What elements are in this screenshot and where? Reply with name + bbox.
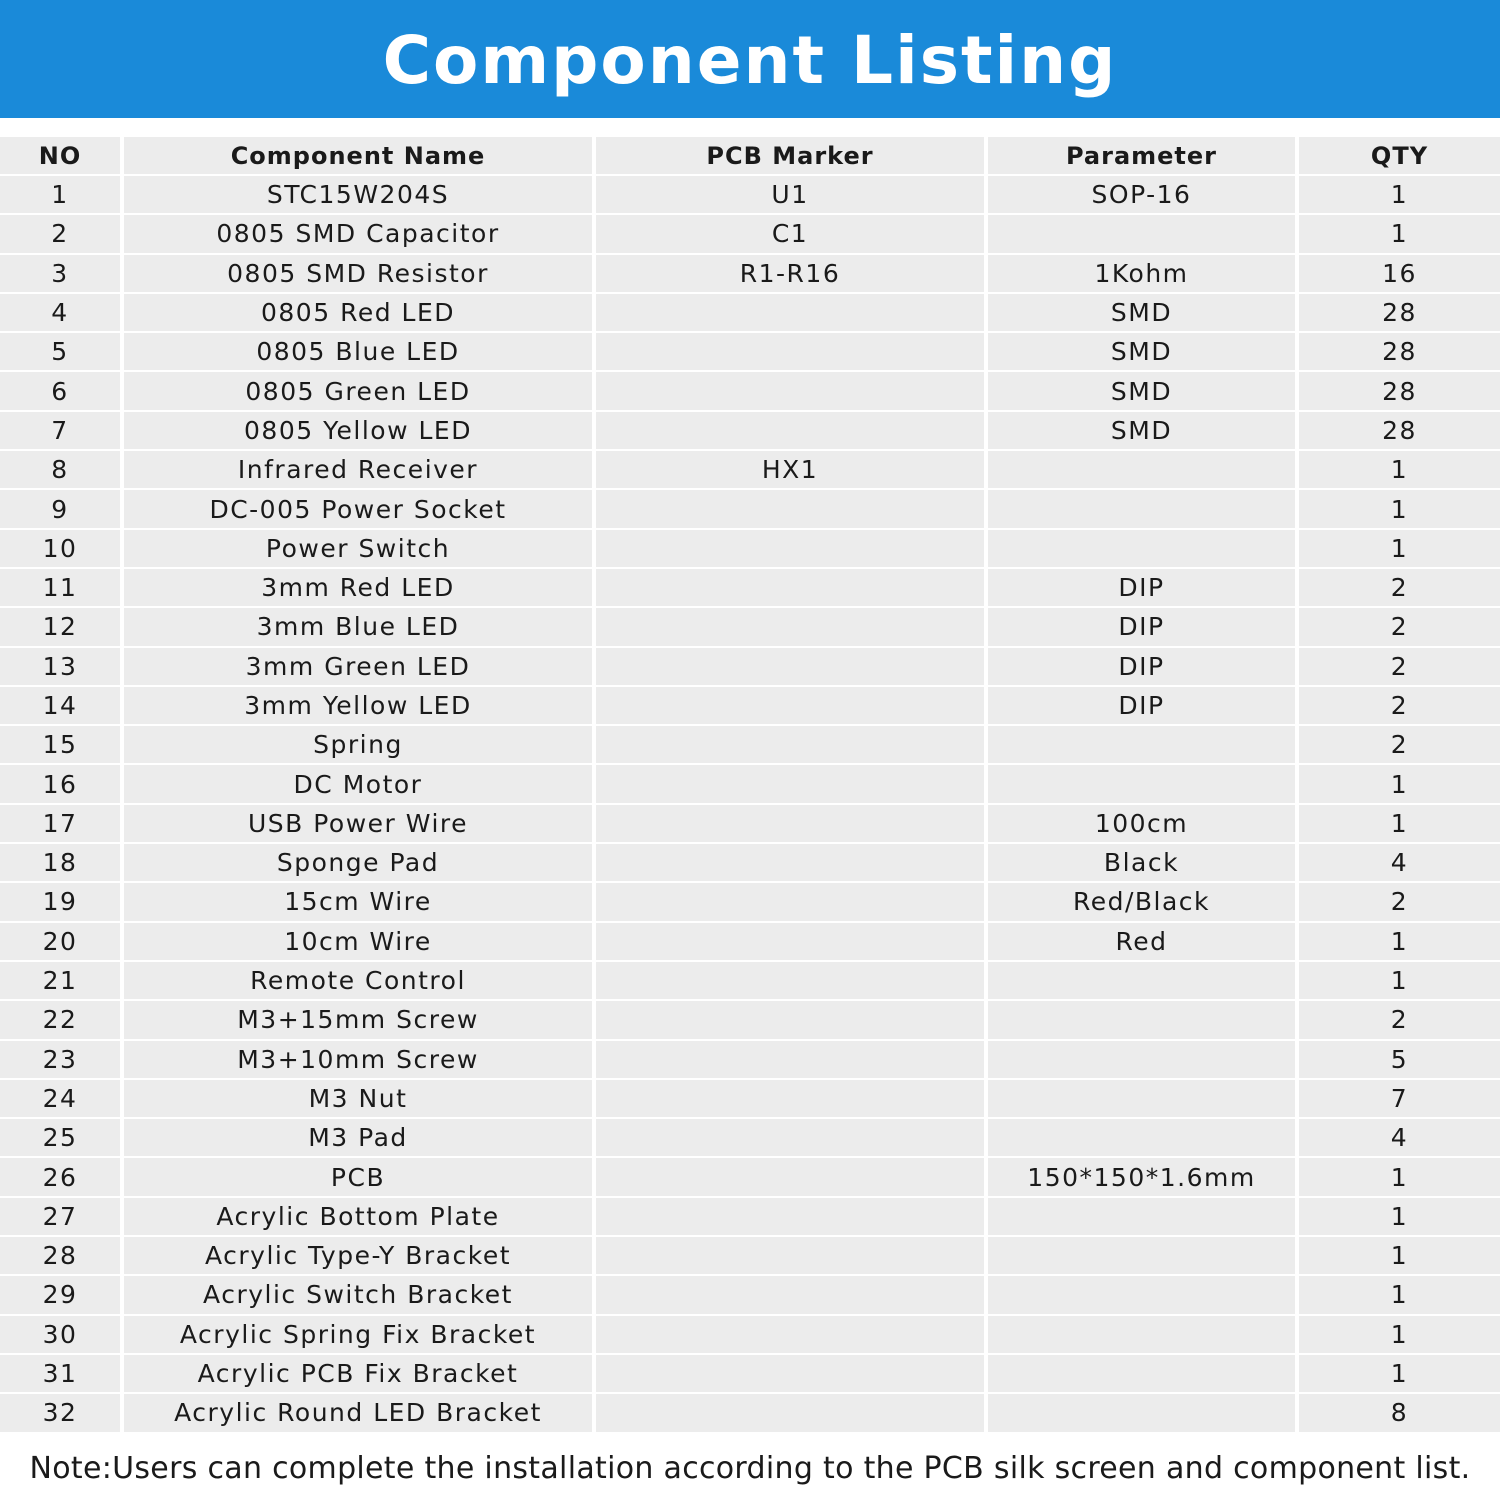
table-row: [0, 844, 1500, 883]
cell-no: 31: [0, 1355, 124, 1394]
cell-pcb-marker: [596, 1394, 988, 1433]
cell-parameter: [988, 1080, 1299, 1119]
cell-pcb-marker: [596, 372, 988, 411]
cell-qty: 1: [1299, 1198, 1500, 1237]
cell-qty: 5: [1299, 1041, 1500, 1080]
cell-no: 8: [0, 451, 124, 490]
cell-qty: 1: [1299, 215, 1500, 254]
table-row: [0, 1080, 1500, 1119]
cell-no: 16: [0, 765, 124, 804]
column-header-qty: QTY: [1299, 137, 1500, 176]
table-row: [0, 608, 1500, 647]
cell-component-name: Sponge Pad: [124, 844, 596, 883]
cell-pcb-marker: [596, 608, 988, 647]
column-header-no: NO: [0, 137, 124, 176]
cell-no: 29: [0, 1276, 124, 1315]
cell-no: 22: [0, 1001, 124, 1040]
cell-pcb-marker: [596, 490, 988, 529]
cell-parameter: [988, 1041, 1299, 1080]
cell-pcb-marker: [596, 1001, 988, 1040]
cell-pcb-marker: [596, 1355, 988, 1394]
cell-parameter: SOP-16: [988, 176, 1299, 215]
cell-qty: 16: [1299, 255, 1500, 294]
cell-pcb-marker: [596, 687, 988, 726]
cell-component-name: 0805 Blue LED: [124, 333, 596, 372]
cell-parameter: 1Kohm: [988, 255, 1299, 294]
table-row: [0, 294, 1500, 333]
cell-pcb-marker: [596, 333, 988, 372]
cell-parameter: SMD: [988, 412, 1299, 451]
cell-qty: 1: [1299, 765, 1500, 804]
cell-parameter: DIP: [988, 569, 1299, 608]
cell-qty: 28: [1299, 333, 1500, 372]
cell-component-name: 0805 SMD Capacitor: [124, 215, 596, 254]
cell-no: 32: [0, 1394, 124, 1433]
cell-pcb-marker: [596, 1119, 988, 1158]
cell-parameter: [988, 530, 1299, 569]
cell-parameter: [988, 1119, 1299, 1158]
cell-qty: 4: [1299, 844, 1500, 883]
table-row: [0, 1001, 1500, 1040]
cell-component-name: M3+10mm Screw: [124, 1041, 596, 1080]
cell-parameter: [988, 490, 1299, 529]
cell-component-name: 10cm Wire: [124, 923, 596, 962]
cell-component-name: M3+15mm Screw: [124, 1001, 596, 1040]
cell-parameter: Black: [988, 844, 1299, 883]
cell-component-name: PCB: [124, 1158, 596, 1197]
cell-qty: 1: [1299, 962, 1500, 1001]
cell-parameter: [988, 1276, 1299, 1315]
cell-no: 28: [0, 1237, 124, 1276]
table-row: [0, 805, 1500, 844]
table-row: [0, 883, 1500, 922]
cell-no: 20: [0, 923, 124, 962]
table-row: [0, 648, 1500, 687]
cell-parameter: DIP: [988, 648, 1299, 687]
table-header-row: [0, 137, 1500, 176]
cell-parameter: SMD: [988, 333, 1299, 372]
cell-component-name: Power Switch: [124, 530, 596, 569]
cell-pcb-marker: C1: [596, 215, 988, 254]
cell-pcb-marker: U1: [596, 176, 988, 215]
table-row: [0, 1237, 1500, 1276]
table-row: [0, 530, 1500, 569]
table-row: [0, 1198, 1500, 1237]
cell-no: 9: [0, 490, 124, 529]
cell-component-name: STC15W204S: [124, 176, 596, 215]
cell-no: 14: [0, 687, 124, 726]
cell-no: 4: [0, 294, 124, 333]
cell-parameter: [988, 1198, 1299, 1237]
table-row: [0, 687, 1500, 726]
cell-component-name: DC Motor: [124, 765, 596, 804]
cell-parameter: DIP: [988, 687, 1299, 726]
component-table-container: [0, 137, 1500, 1434]
cell-pcb-marker: [596, 1276, 988, 1315]
cell-no: 18: [0, 844, 124, 883]
cell-qty: 1: [1299, 1355, 1500, 1394]
cell-parameter: [988, 1316, 1299, 1355]
cell-component-name: 0805 Yellow LED: [124, 412, 596, 451]
table-row: [0, 765, 1500, 804]
cell-component-name: Spring: [124, 726, 596, 765]
cell-component-name: 0805 Red LED: [124, 294, 596, 333]
cell-pcb-marker: [596, 1158, 988, 1197]
cell-pcb-marker: [596, 530, 988, 569]
table-row: [0, 1355, 1500, 1394]
table-row: [0, 923, 1500, 962]
table-row: [0, 1276, 1500, 1315]
table-row: [0, 490, 1500, 529]
cell-parameter: [988, 451, 1299, 490]
table-body: [0, 176, 1500, 1434]
cell-parameter: Red/Black: [988, 883, 1299, 922]
cell-no: 1: [0, 176, 124, 215]
cell-component-name: Acrylic Type-Y Bracket: [124, 1237, 596, 1276]
cell-qty: 1: [1299, 176, 1500, 215]
cell-component-name: 3mm Yellow LED: [124, 687, 596, 726]
cell-component-name: M3 Pad: [124, 1119, 596, 1158]
cell-no: 24: [0, 1080, 124, 1119]
cell-qty: 2: [1299, 1001, 1500, 1040]
cell-component-name: Remote Control: [124, 962, 596, 1001]
cell-qty: 28: [1299, 412, 1500, 451]
cell-no: 7: [0, 412, 124, 451]
cell-parameter: [988, 726, 1299, 765]
cell-parameter: [988, 215, 1299, 254]
cell-no: 17: [0, 805, 124, 844]
cell-pcb-marker: [596, 412, 988, 451]
table-row: [0, 372, 1500, 411]
cell-pcb-marker: [596, 648, 988, 687]
cell-component-name: 0805 Green LED: [124, 372, 596, 411]
cell-pcb-marker: [596, 1237, 988, 1276]
cell-component-name: 3mm Green LED: [124, 648, 596, 687]
cell-component-name: 0805 SMD Resistor: [124, 255, 596, 294]
cell-qty: 28: [1299, 294, 1500, 333]
cell-component-name: DC-005 Power Socket: [124, 490, 596, 529]
cell-qty: 2: [1299, 569, 1500, 608]
cell-pcb-marker: [596, 1080, 988, 1119]
cell-qty: 1: [1299, 923, 1500, 962]
cell-no: 6: [0, 372, 124, 411]
column-header-parameter: Parameter: [988, 137, 1299, 176]
table-row: [0, 412, 1500, 451]
table-row: [0, 1041, 1500, 1080]
cell-pcb-marker: [596, 726, 988, 765]
cell-pcb-marker: [596, 765, 988, 804]
table-row: [0, 451, 1500, 490]
cell-component-name: Acrylic Round LED Bracket: [124, 1394, 596, 1433]
table-row: [0, 215, 1500, 254]
table-row: [0, 569, 1500, 608]
cell-pcb-marker: R1-R16: [596, 255, 988, 294]
cell-pcb-marker: [596, 1316, 988, 1355]
cell-pcb-marker: [596, 805, 988, 844]
cell-qty: 28: [1299, 372, 1500, 411]
cell-no: 23: [0, 1041, 124, 1080]
cell-no: 10: [0, 530, 124, 569]
page-title: Component Listing: [382, 21, 1118, 99]
cell-no: 30: [0, 1316, 124, 1355]
cell-qty: 8: [1299, 1394, 1500, 1433]
table-row: [0, 962, 1500, 1001]
cell-component-name: Acrylic Switch Bracket: [124, 1276, 596, 1315]
cell-component-name: 3mm Blue LED: [124, 608, 596, 647]
cell-no: 11: [0, 569, 124, 608]
cell-component-name: Acrylic Spring Fix Bracket: [124, 1316, 596, 1355]
cell-qty: 1: [1299, 1158, 1500, 1197]
cell-qty: 1: [1299, 1276, 1500, 1315]
table-row: [0, 333, 1500, 372]
cell-parameter: SMD: [988, 294, 1299, 333]
cell-qty: 4: [1299, 1119, 1500, 1158]
table-row: [0, 1119, 1500, 1158]
cell-no: 27: [0, 1198, 124, 1237]
cell-pcb-marker: [596, 883, 988, 922]
cell-component-name: 15cm Wire: [124, 883, 596, 922]
table-row: [0, 1394, 1500, 1433]
cell-pcb-marker: [596, 569, 988, 608]
cell-qty: 2: [1299, 608, 1500, 647]
cell-pcb-marker: [596, 962, 988, 1001]
cell-component-name: Infrared Receiver: [124, 451, 596, 490]
cell-qty: 1: [1299, 451, 1500, 490]
cell-no: 26: [0, 1158, 124, 1197]
column-header-component-name: Component Name: [124, 137, 596, 176]
cell-qty: 1: [1299, 490, 1500, 529]
cell-no: 5: [0, 333, 124, 372]
cell-no: 2: [0, 215, 124, 254]
cell-parameter: [988, 1001, 1299, 1040]
cell-no: 13: [0, 648, 124, 687]
cell-qty: 1: [1299, 1316, 1500, 1355]
cell-no: 19: [0, 883, 124, 922]
title-banner: [0, 0, 1500, 118]
cell-qty: 2: [1299, 883, 1500, 922]
cell-no: 15: [0, 726, 124, 765]
cell-pcb-marker: [596, 1198, 988, 1237]
cell-pcb-marker: [596, 923, 988, 962]
cell-no: 12: [0, 608, 124, 647]
cell-parameter: [988, 962, 1299, 1001]
cell-pcb-marker: HX1: [596, 451, 988, 490]
cell-parameter: Red: [988, 923, 1299, 962]
column-header-pcb-marker: PCB Marker: [596, 137, 988, 176]
cell-qty: 7: [1299, 1080, 1500, 1119]
cell-component-name: USB Power Wire: [124, 805, 596, 844]
table-row: [0, 1316, 1500, 1355]
component-table: [0, 137, 1500, 1434]
cell-parameter: 100cm: [988, 805, 1299, 844]
cell-component-name: Acrylic Bottom Plate: [124, 1198, 596, 1237]
table-row: [0, 1158, 1500, 1197]
cell-component-name: 3mm Red LED: [124, 569, 596, 608]
installation-note: Note:Users can complete the installation according to the PCB silk screen and component list.: [29, 1450, 1471, 1486]
table-row: [0, 176, 1500, 215]
table-row: [0, 726, 1500, 765]
cell-no: 21: [0, 962, 124, 1001]
cell-qty: 1: [1299, 530, 1500, 569]
cell-no: 25: [0, 1119, 124, 1158]
cell-parameter: 150*150*1.6mm: [988, 1158, 1299, 1197]
table-row: [0, 255, 1500, 294]
cell-pcb-marker: [596, 1041, 988, 1080]
cell-qty: 2: [1299, 687, 1500, 726]
cell-parameter: [988, 1394, 1299, 1433]
cell-qty: 1: [1299, 1237, 1500, 1276]
cell-parameter: [988, 1237, 1299, 1276]
cell-component-name: Acrylic PCB Fix Bracket: [124, 1355, 596, 1394]
cell-pcb-marker: [596, 844, 988, 883]
cell-no: 3: [0, 255, 124, 294]
cell-qty: 2: [1299, 648, 1500, 687]
cell-pcb-marker: [596, 294, 988, 333]
cell-parameter: [988, 765, 1299, 804]
cell-parameter: DIP: [988, 608, 1299, 647]
cell-qty: 2: [1299, 726, 1500, 765]
cell-parameter: [988, 1355, 1299, 1394]
cell-parameter: SMD: [988, 372, 1299, 411]
cell-qty: 1: [1299, 805, 1500, 844]
cell-component-name: M3 Nut: [124, 1080, 596, 1119]
